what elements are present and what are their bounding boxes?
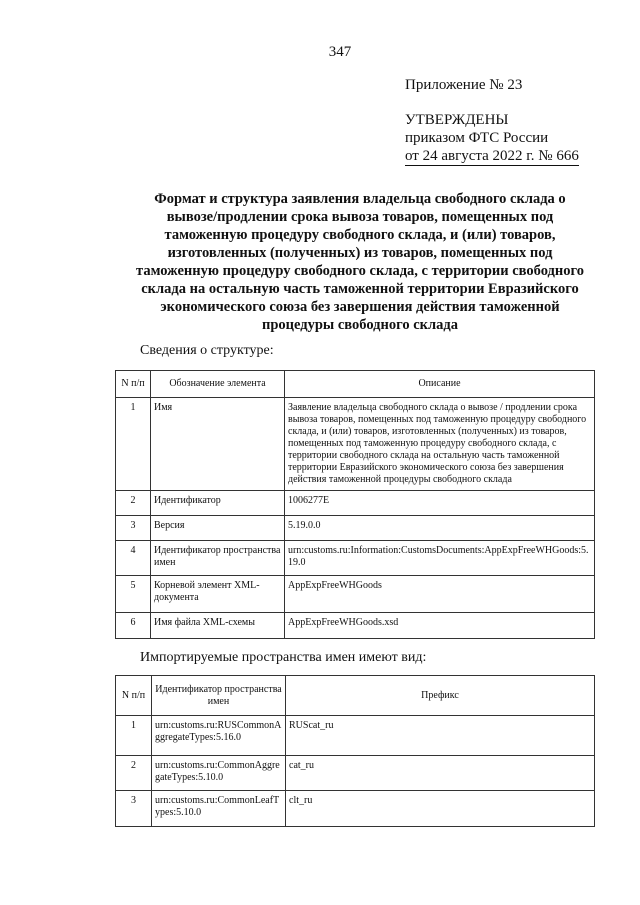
header-cell: Префикс [286, 676, 595, 716]
cell: 3 [116, 791, 152, 827]
structure-table [115, 370, 595, 639]
cell: Идентификатор пространства имен [151, 541, 285, 576]
document-title: Формат и структура заявления владельца свободного склада о вывозе/продлении срока вывоза товаров, помещенных под таможенную процедуру свободного склада, и (или) товаров, изготовленных (полученных) из товаров, помещенных под таможенную процедуру свободного склада, с территории свободного склада на остальную часть таможенной территории Евразийского экономического союза без завершения действия таможенной процедуры свободного склада [136, 191, 584, 333]
cell: RUScat_ru [286, 716, 595, 756]
table-header-row [116, 371, 595, 398]
structure-caption: Сведения о структуре: [140, 343, 274, 358]
table-row [116, 541, 595, 576]
cell: 2 [116, 491, 151, 516]
cell: urn:customs.ru:Information:CustomsDocuments:AppExpFreeWHGoods:5.19.0 [285, 541, 595, 576]
cell: 2 [116, 756, 152, 791]
cell: 5 [116, 576, 151, 613]
cell: clt_ru [286, 791, 595, 827]
cell: 3 [116, 516, 151, 541]
cell: AppExpFreeWHGoods [285, 576, 595, 613]
table-row [116, 491, 595, 516]
appendix-label: Приложение № 23 [405, 77, 523, 93]
cell: Заявление владельца свободного склада о вывозе / продлении срока вывоза товаров, помещенных под таможенную процедуру свободного склада, и (или) товаров, изготовленных (полученных) из товаров, помещенных под таможенную процедуру свободного склада, с территории свободного склада на остальную часть таможенной территории Евразийского экономического союза без завершения действия таможенной процедуры свободного склада [285, 398, 595, 491]
cell: cat_ru [286, 756, 595, 791]
table-row [116, 716, 595, 756]
cell: AppExpFreeWHGoods.xsd [285, 613, 595, 639]
cell: 4 [116, 541, 151, 576]
table-row [116, 756, 595, 791]
imports-table [115, 675, 595, 827]
cell: 1 [116, 716, 152, 756]
imports-caption: Импортируемые пространства имен имеют вид: [140, 650, 427, 665]
cell: Корневой элемент XML-документа [151, 576, 285, 613]
header-cell: Обозначение элемента [151, 371, 285, 398]
cell: urn:customs.ru:CommonAggregateTypes:5.10.0 [152, 756, 286, 791]
table-row [116, 398, 595, 491]
table-row [116, 516, 595, 541]
header-cell: Идентификатор пространства имен [152, 676, 286, 716]
cell: Имя файла XML-схемы [151, 613, 285, 639]
header-cell: Описание [285, 371, 595, 398]
table-header-row [116, 676, 595, 716]
cell: 1 [116, 398, 151, 491]
table-row [116, 791, 595, 827]
header-cell: N п/п [116, 676, 152, 716]
table-row [116, 613, 595, 639]
table-row [116, 576, 595, 613]
approved-label: УТВЕРЖДЕНЫ [405, 112, 509, 128]
cell: urn:customs.ru:RUSCommonAggregateTypes:5.16.0 [152, 716, 286, 756]
cell: 5.19.0.0 [285, 516, 595, 541]
cell: 6 [116, 613, 151, 639]
order-date: от 24 августа 2022 г. № 666 [405, 148, 579, 164]
page-number: 347 [328, 44, 352, 60]
order-label: приказом ФТС России [405, 130, 549, 146]
cell: Версия [151, 516, 285, 541]
header-cell: N п/п [116, 371, 151, 398]
cell: Имя [151, 398, 285, 491]
cell: 1006277E [285, 491, 595, 516]
cell: Идентификатор [151, 491, 285, 516]
cell: urn:customs.ru:CommonLeafTypes:5.10.0 [152, 791, 286, 827]
